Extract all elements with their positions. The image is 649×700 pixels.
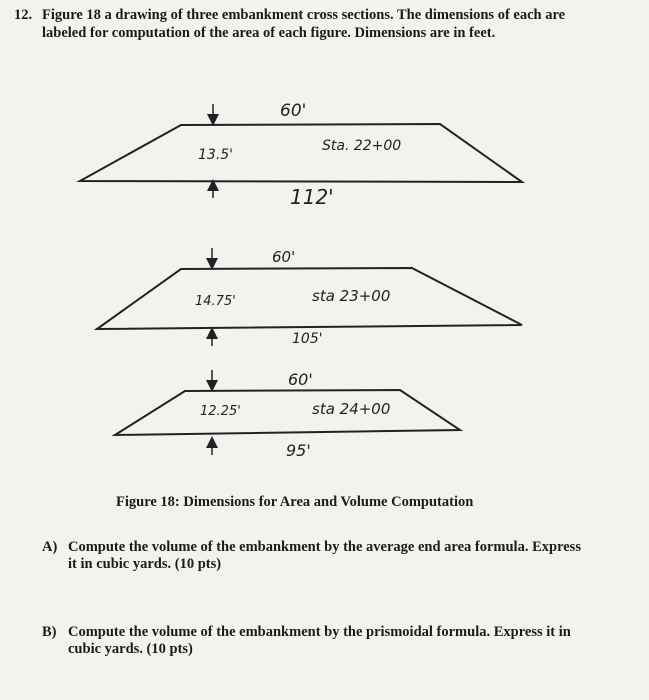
problem-number: 12. <box>14 7 33 23</box>
cross-section-2 <box>97 248 522 347</box>
height-2: 14.75' <box>195 294 236 309</box>
question-a <box>42 539 632 573</box>
trapezoid-2 <box>97 268 522 329</box>
problem-text-line-1: Figure 18 a drawing of three embankment cross sections. The dimensions of each are <box>42 7 566 23</box>
bottom-width-2: 105' <box>292 331 323 347</box>
bottom-width-1: 112' <box>290 185 334 209</box>
bottom-width-3: 95' <box>286 441 311 460</box>
trapezoid-1 <box>80 124 522 182</box>
cross-section-1 <box>80 101 522 209</box>
cross-section-3 <box>115 370 460 460</box>
question-b <box>42 624 632 658</box>
question-b-line-1: Compute the volume of the embankment by the prismoidal formula. Express it in <box>68 624 571 640</box>
station-2: sta 23+00 <box>312 287 391 305</box>
trapezoid-3 <box>115 390 460 435</box>
height-3: 12.25' <box>200 404 241 419</box>
question-a-line-1: Compute the volume of the embankment by the average end area formula. Express <box>68 539 581 555</box>
height-1: 13.5' <box>198 147 234 163</box>
station-3: sta 24+00 <box>312 400 391 418</box>
station-1: Sta. 22+00 <box>322 138 402 154</box>
problem-text-line-2: labeled for computation of the area of each figure. Dimensions are in feet. <box>42 25 496 41</box>
question-b-line-2: cubic yards. (10 pts) <box>68 641 193 657</box>
figure-caption: Figure 18: Dimensions for Area and Volume Computation <box>116 494 474 510</box>
question-b-label: B) <box>42 624 57 640</box>
top-width-3: 60' <box>288 370 313 389</box>
top-width-1: 60' <box>280 101 307 121</box>
question-a-label: A) <box>42 539 58 555</box>
question-a-line-2: it in cubic yards. (10 pts) <box>68 556 222 572</box>
top-width-2: 60' <box>272 248 296 266</box>
